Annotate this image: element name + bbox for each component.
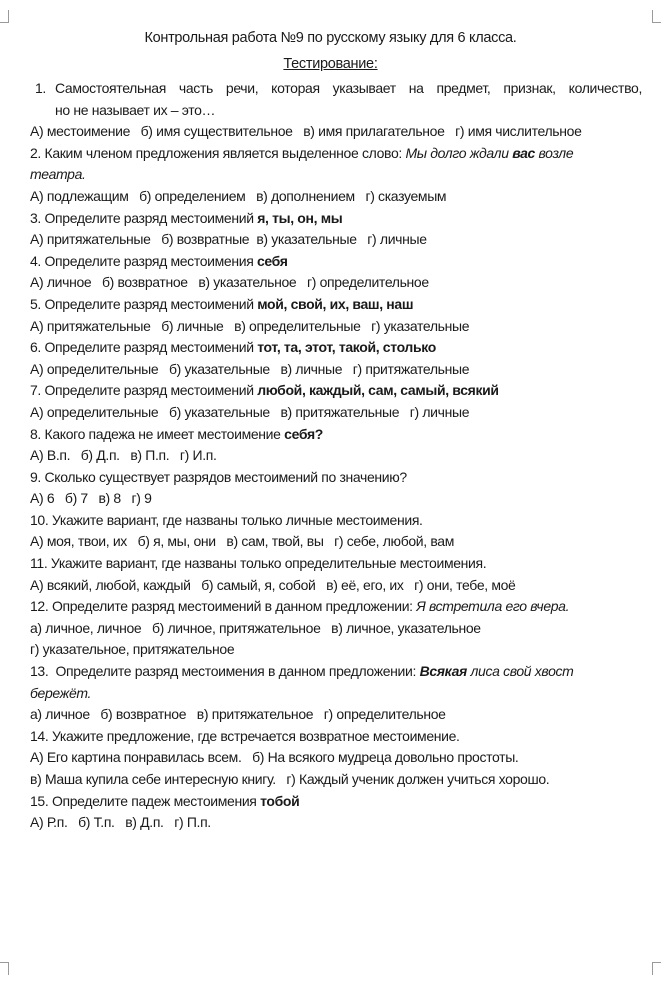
- text-segment: но не называет их – это…: [55, 101, 216, 118]
- bold-text: тобой: [260, 792, 300, 809]
- text-segment: А) Р.п. б) Т.п. в) Д.п. г) П.п.: [30, 814, 211, 831]
- italic-text: театра.: [30, 166, 86, 183]
- text-line: [30, 726, 642, 748]
- text-line: [30, 359, 642, 381]
- text-segment: 11. Укажите вариант, где названы только определительные местоимения.: [30, 555, 487, 572]
- text-line: [30, 488, 642, 510]
- bold-text: себя?: [284, 425, 323, 442]
- text-line: [30, 78, 642, 100]
- text-line: [30, 424, 642, 446]
- text-line: [30, 683, 642, 705]
- bold-text: любой, каждый, сам, самый, всякий: [257, 382, 499, 399]
- italic-text: Мы долго ждали: [405, 144, 513, 161]
- text-line: [30, 747, 642, 769]
- text-segment: А) личное б) возвратное в) указательное г) определительное: [30, 274, 429, 291]
- text-line: [30, 575, 642, 597]
- page-corner-mark: [652, 10, 661, 23]
- text-line: [30, 661, 642, 683]
- question-number: 1.: [35, 80, 46, 96]
- bold-text: тот, та, этот, такой, столько: [257, 339, 436, 356]
- text-segment: 5. Определите разряд местоимений: [30, 295, 258, 312]
- text-segment: 14. Укажите предложение, где встречается возвратное местоимение.: [30, 727, 460, 744]
- text-line: [30, 402, 642, 424]
- text-segment: 10. Укажите вариант, где названы только личные местоимения.: [30, 511, 423, 528]
- text-line: [30, 208, 642, 230]
- test-questions: [30, 78, 642, 834]
- italic-text: лиса свой хвост: [466, 663, 574, 680]
- text-segment: Самостоятельная часть речи, которая указывает на предмет, признак, количество,: [55, 80, 642, 96]
- text-line: [30, 121, 642, 143]
- text-segment: 8. Какого падежа не имеет местоимение: [30, 425, 285, 442]
- text-line: [30, 337, 642, 359]
- text-segment: А) местоимение б) имя существительное в) имя прилагательное г) имя числительное: [30, 123, 582, 140]
- text-segment: А) определительные б) указательные в) притяжательные г) личные: [30, 403, 470, 420]
- text-line: [30, 100, 642, 122]
- text-line: [30, 445, 642, 467]
- text-line: [30, 791, 642, 813]
- text-segment: А) определительные б) указательные в) личные г) притяжательные: [30, 360, 470, 377]
- text-line: [30, 251, 642, 273]
- text-segment: А) притяжательные б) личные в) определительные г) указательные: [30, 317, 470, 334]
- text-segment: 13. Определите разряд местоимения в данном предложении:: [30, 663, 420, 680]
- page-corner-mark: [652, 962, 661, 975]
- bold-text: себя: [256, 252, 288, 269]
- text-segment: А) моя, твои, их б) я, мы, они в) сам, твой, вы г) себе, любой, вам: [30, 533, 454, 550]
- text-segment: А) Его картина понравилась всем. б) На всякого мудреца довольно простоты.: [30, 749, 519, 766]
- text-line: [30, 510, 642, 532]
- text-line: [30, 639, 642, 661]
- italic-text: возле: [534, 144, 574, 161]
- document-subtitle: Тестирование:: [283, 56, 378, 72]
- text-segment: А) 6 б) 7 в) 8 г) 9: [30, 490, 152, 507]
- document-title: Контрольная работа №9 по русскому языку для 6 класса.: [144, 30, 517, 46]
- text-segment: 9. Сколько существует разрядов местоимений по значению?: [30, 468, 407, 485]
- text-line: [30, 380, 642, 402]
- text-segment: 3. Определите разряд местоимений: [30, 209, 258, 226]
- text-line: [30, 294, 642, 316]
- italic-text: бережёт.: [30, 684, 92, 701]
- text-line: [30, 812, 642, 834]
- bold-text: мой, свой, их, ваш, наш: [257, 295, 414, 312]
- text-segment: А) подлежащим б) определением в) дополнением г) сказуемым: [30, 187, 447, 204]
- text-segment: А) всякий, любой, каждый б) самый, я, собой в) её, его, их г) они, тебе, моё: [30, 576, 516, 593]
- text-segment: 2. Каким членом предложения является выделенное слово:: [30, 144, 406, 161]
- text-segment: 15. Определите падеж местоимения: [30, 792, 261, 809]
- text-line: [30, 272, 642, 294]
- text-line: [30, 618, 642, 640]
- page-corner-mark: [0, 10, 9, 23]
- bold-text: вас: [512, 144, 535, 161]
- text-segment: 7. Определите разряд местоимений: [30, 382, 258, 399]
- text-line: [30, 596, 642, 618]
- text-segment: 12. Определите разряд местоимений в данном предложении:: [30, 598, 417, 615]
- text-line: [30, 316, 642, 338]
- text-line: [30, 186, 642, 208]
- text-line: [30, 467, 642, 489]
- text-segment: а) личное б) возвратное в) притяжательное г) определительное: [30, 706, 446, 723]
- text-line: [30, 143, 642, 165]
- text-line: [30, 531, 642, 553]
- text-line: [30, 769, 642, 791]
- text-line: [30, 164, 642, 186]
- text-segment: а) личное, личное б) личное, притяжательное в) личное, указательное: [30, 619, 481, 636]
- text-segment: г) указательное, притяжательное: [30, 641, 235, 658]
- text-segment: 6. Определите разряд местоимений: [30, 339, 258, 356]
- text-segment: 4. Определите разряд местоимения: [30, 252, 257, 269]
- bold-text: Всякая: [419, 663, 467, 680]
- text-segment: А) притяжательные б) возвратные в) указательные г) личные: [30, 231, 427, 248]
- text-line: [30, 553, 642, 575]
- italic-text: Я встретила его вчера.: [416, 598, 570, 615]
- text-line: [30, 704, 642, 726]
- page-corner-mark: [0, 962, 9, 975]
- bold-text: я, ты, он, мы: [257, 209, 343, 226]
- text-line: [30, 229, 642, 251]
- text-segment: в) Маша купила себе интересную книгу. г) Каждый ученик должен учиться хорошо.: [30, 771, 550, 787]
- text-segment: А) В.п. б) Д.п. в) П.п. г) И.п.: [30, 447, 217, 464]
